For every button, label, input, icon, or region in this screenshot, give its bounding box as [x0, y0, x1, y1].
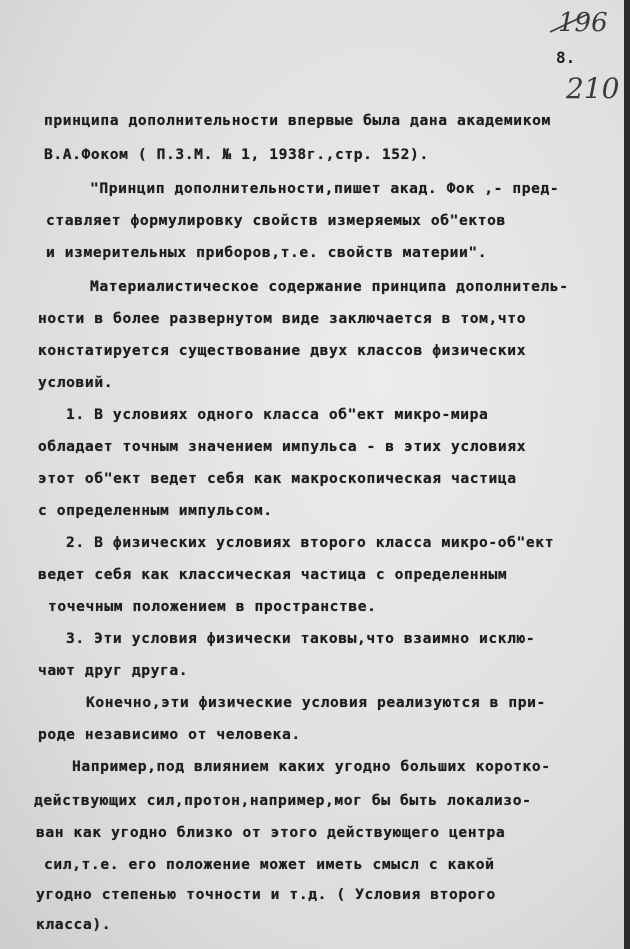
text-line: Например,под влиянием каких угодно больших коротко-	[72, 758, 551, 775]
text-line: и измерительных приборов,т.е. свойств материи".	[46, 244, 488, 261]
text-line: Материалистическое содержание принципа дополнитель-	[90, 278, 569, 295]
text-line: точечным положением в пространстве.	[48, 598, 377, 615]
archive-number-strike	[548, 12, 590, 34]
text-line: чают друг друга.	[38, 662, 189, 679]
text-line: этот об"ект ведет себя как макроскопическая частица	[38, 470, 517, 487]
text-line: принципа дополнительности впервые была дана академиком	[44, 112, 551, 129]
text-line: 1. В условиях одного класса об"ект микро-мира	[66, 406, 489, 423]
text-line: ности в более развернутом виде заключается в том,что	[38, 310, 527, 327]
text-line: ставляет формулировку свойств измеряемых об"ектов	[46, 212, 506, 229]
text-line: обладает точным значением импульса - в этих условиях	[38, 438, 527, 455]
text-line: ведет себя как классическая частица с определенным	[38, 566, 508, 583]
text-line: роде независимо от человека.	[38, 726, 301, 743]
text-line: действующих сил,протон,например,мог бы быть локализо-	[34, 792, 532, 809]
text-line: 3. Эти условия физически таковы,что взаимно исклю-	[66, 630, 536, 647]
scan-edge	[624, 0, 630, 949]
text-line: сил,т.е. его положение может иметь смысл с какой	[44, 856, 495, 873]
text-line: "Принцип дополнительности,пишет акад. Фок ,- пред-	[90, 180, 560, 197]
page-number: 8.	[556, 48, 576, 67]
text-line: класса).	[36, 916, 112, 933]
text-line: В.А.Фоком ( П.З.М. № 1, 1938г.,стр. 152).	[44, 146, 429, 163]
text-line: 2. В физических условиях второго класса микро-об"ект	[66, 534, 555, 551]
text-line: угодно степенью точности и т.д. ( Условия второго	[36, 886, 496, 903]
archive-number-handwritten: 196	[558, 8, 608, 38]
text-line: констатируется существование двух классов физических	[38, 342, 527, 359]
text-line: ван как угодно близко от этого действующего центра	[36, 824, 506, 841]
text-line: Конечно,эти физические условия реализуются в при-	[86, 694, 546, 711]
text-line: с определенным импульсом.	[38, 502, 273, 519]
text-line: условий.	[38, 374, 114, 391]
archive-number-handwritten-2: 210	[566, 72, 620, 105]
